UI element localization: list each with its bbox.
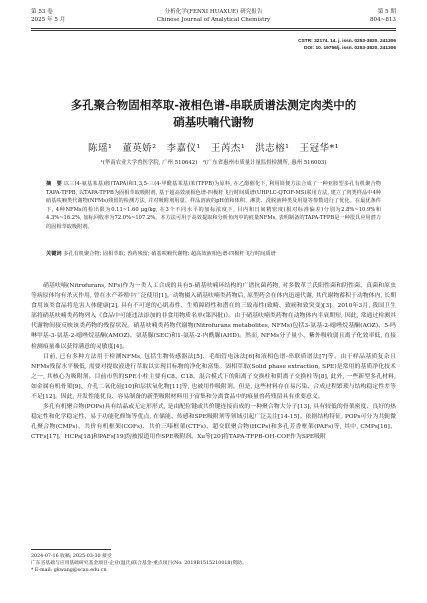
body-paragraph-2: 目前, 已有多种方法用于检测NFMs, 包括生物传感器法[5]、毛细管电泳法[6]和液相色谱-串联质谱法[7]等。由于样品基质复杂且NFMs残留水平极低, 需要对提取液进行萃取以实现目标物的净化和富集。固相萃取(Solid phase extraction, SPE)是常用的基质净化技术之一, 其核心为吸附剂。目前市售的SPE小柱主要有C8、C18、混合模式下的阳离子交换柱和阴离子交换柱等[8], 此外, 一些新型多孔材料, 如金属有机骨架[9]、介孔二氧化硅[10]和层状氧化物[11]等, 也被用作吸附剂。但是, 这些材料存在易污染、合成过程繁琐与结构稳定性差等不足[12]。因此, 开发性能优良、容易制备的新型吸附材料用于富集和分离食品中的痕量兽药残留具有重要意义。 [31,353,396,401]
fund-info: 广东省基础与应用基础研究基金项目-企业(温氏)联合基金-重点项目(No. 2019B1515210018)资助。 [31,561,247,566]
abstract-text: 以三(4-氨基苯基)胺(TAPA)和1,3,5-三(4-甲酰基苯基)苯(TFPB)为原料, 在乙醇催化下, 利用简便方法合成了一种亚胺型多孔有机聚合物TAPA-TFPB, 以TAPA-TFPB为固相萃取吸附剂, 基于超高效液相色谱-四极杆飞行时间质谱(UHPLC-QTOF-MS)联用方法, 建立了肉类样品中4种硝基呋喃类代谢物(NFMs)残留的检测方法, 并对吸附剂用量、样品溶液的pH值和体积、淋洗、洗脱液种类及用量等参数进行了优化。在最优条件下, 4种NFMs的检出限为0.11~1.60 μg/kg, 在3个不同水平的加标浓度下, 目内和日间精密度(相对标准偏差)分别为2.8%~10.9%和4.3%~16.2%, 加标回收率为72.0%~107.2%。本方法可用于高效提取和分析鱼肉中的痕量NFMs, 表明制备的TAPA-TFPB是一种很具应用潜力的固相萃取吸附剂。 [46,181,381,230]
cstr-id: CSTR: 32174. 14. j. issn. 0253-3820. 241306 [298,39,396,44]
keywords-label: 关键词 [46,251,62,257]
title-line-1: 多孔聚合物固相萃取-液相色谱-串联质谱法测定肉类中的 [70,98,357,112]
header-center [31,8,396,24]
article-identifiers [298,38,396,52]
doi-id: DOI: 10. 19756/j. issn. 0253-3820. 241306 [303,46,396,51]
affiliations: ¹(华南农业大学兽医学院, 广州 510642) ²(广东省惠州市质量计量监督检测所, 惠州 516003) [100,160,327,166]
body-paragraph-3: 多孔有机聚合物(POPs)具有结晶或无定形形式, 是由配位键或共价键连接而成的一种聚合物大分子[13], 具有较低的骨架密度、良好的热稳定性和化学稳定性、易于功能化修饰等优点, 在储能、传感和SPE吸附剂等领域引起广泛关注[14-15]。依据结构特征, POPs可分为共轭微孔聚合物(CMPs)、共价有机框架(COFs)、共价三嗪框架(CTFs)、超交联聚合物(HCPs)和多孔芳香框架(PAFs)等, 其中, CMPs[16]、CTFs[17]、HCPs[18]和PAFs[19]均被报道用作SPE吸附剂。Xu等[20]将TAPA-TFPB-OH-COF作为SPE吸附 [31,404,396,441]
issue-date: 2025 年 5 月 [31,17,66,23]
footnote [31,553,396,574]
issue-number: 第 5 期 [377,9,396,15]
title-line-2: 硝基呋喃代谢物 [173,115,254,129]
corresponding-email: * E-mail: gkwang@scau.edu.cn [31,568,107,573]
body-text [31,281,396,443]
article-title [31,97,396,131]
volume-label: 第 53 卷 [31,9,53,15]
author-list: 陈瑶¹ 董英娇² 李嘉仪¹ 王芮杰¹ 洪志榕¹ 王冠华*¹ [87,143,340,154]
body-paragraph-1: 硝基呋喃(Nitrofurans, NFs)作为一类人工合成的具有5-硝基呋喃环结构的广谱抗菌药物, 对多数革兰氏阳性菌和阴性菌、真菌和原虫等病原体均有杀灭作用, 曾在水产养殖中广泛使用[1]。动物摄入硝基呋喃类药物后, 原型药会在体内迅速代谢, 其代谢物蓄积于动物体内, 长期食用该类食品将危害人体健康[2], 具有不可逆的心肌毒性、生殖障碍性和潜在的三致毒性(致畸、致癌和致突变)[3]。2010年3月, 我国卫生部将硝基呋喃类药物列入《食品中可能违法添加的非食用物质名单(第四批)》。由于硝基呋喃类药物在动物体内半衰期短, 因此, 常通过检测其代谢物间接反映该类药物的残留状况。硝基呋喃类药物代谢物(Nitrofurans metabolites, NFMs)包括3-氨基-2-噁唑烷基酮(AOZ)、5-吗啉甲基-3-氨基-2-噁唑烷基酮(AMOZ)、氨基脲(SEC)和1-氨基-2-内酰脲(AHD)。然而, NFMs分子量小、紫外吸收弱且离子化效率低, 直接检测痕量难以获得满意的灵敏度[4]。 [31,283,396,350]
keywords-text: 多孔有机聚合物; 固相萃取; 兽药残留; 硝基呋喃代谢物; 超高效液相色谱-四极杆飞行时间质谱 [63,251,276,257]
journal-name-cn: 分析化学(FENXI HUAXUE) 研究报告 [164,9,263,15]
journal-name-en: Chinese Journal of Analytical Chemistry [156,17,271,23]
header-rule-thin [31,30,396,31]
received-dates: 2024-07-16 收稿; 2025-03-30 接受 [31,554,112,559]
abstract-label: 摘 要 [46,181,63,187]
abstract-block [46,180,381,232]
header-rule [31,28,396,29]
footnote-rule [31,549,111,550]
header-right [370,8,396,24]
keywords-block [46,250,381,258]
page-range: 804~813 [369,17,396,23]
